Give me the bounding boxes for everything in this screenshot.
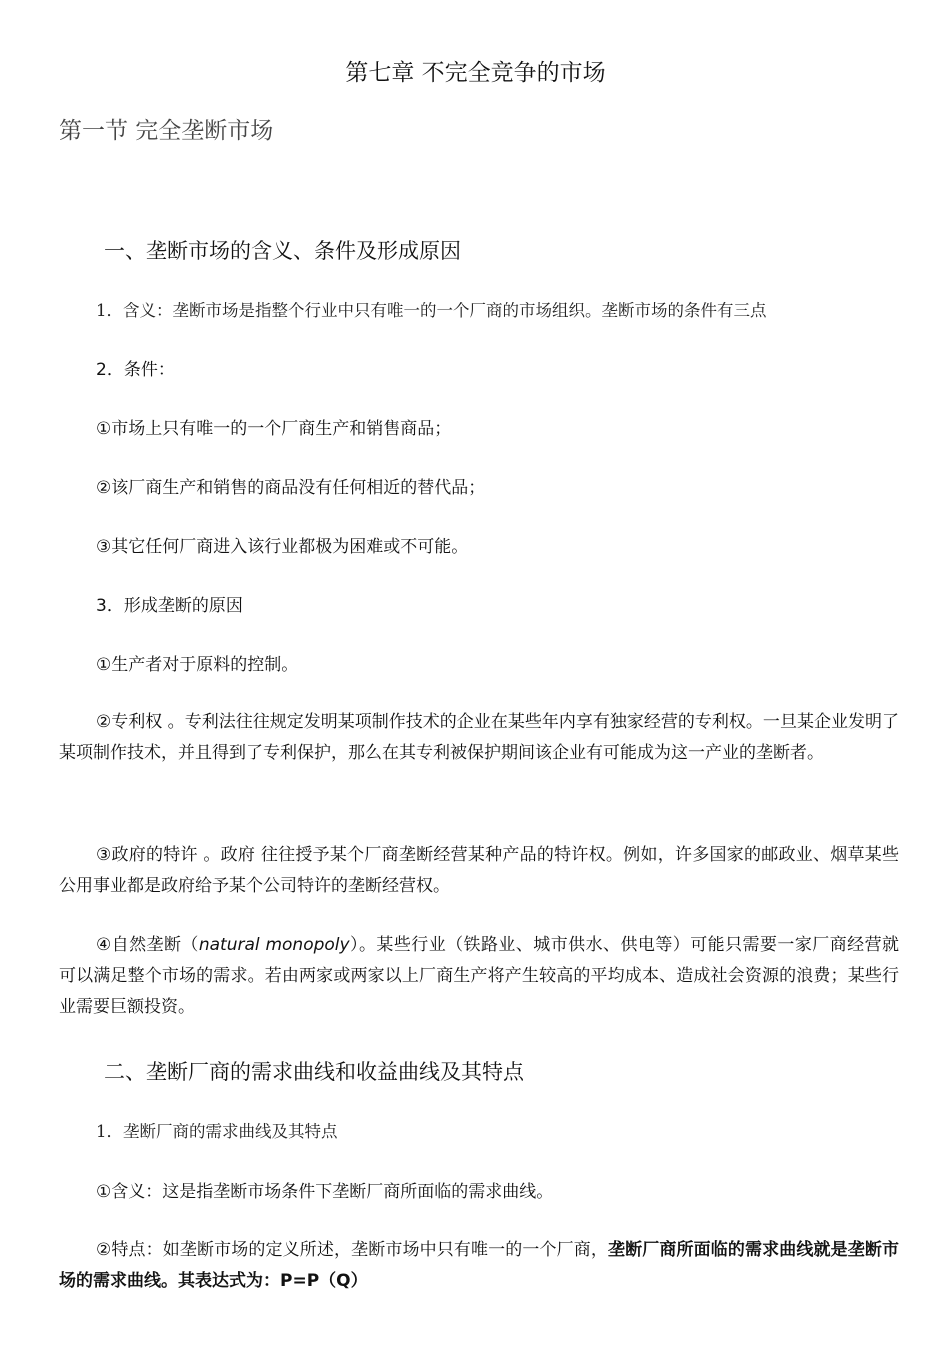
section-title: 第一节 完全垄断市场 (59, 118, 274, 144)
cause-4-prefix: ④自然垄断（ (96, 935, 199, 955)
cause-2-paragraph: ②专利权 。专利法往往规定发明某项制作技术的企业在某些年内享有独家经营的专利权。一旦某企业发明了某项制作技术，并且得到了专利保护，那么在其专利被保护期间该企业有可能成为这一产业的垄断者。 (59, 712, 899, 763)
chapter-title: 第七章 不完全竞争的市场 (345, 60, 606, 86)
cause-3-paragraph: ③政府的特许 。政府 往往授予某个厂商垄断经营某种产品的特许权。例如，许多国家的邮政业、烟草某些公用事业都是政府给予某个公司特许的垄断经营权。 (59, 845, 899, 896)
meaning-line: ①含义：这是指垄断市场条件下垄断厂商所面临的需求曲线。 (96, 1182, 554, 1202)
condition-3: ③其它任何厂商进入该行业都极为困难或不可能。 (96, 537, 469, 557)
definition-line: 1．含义：垄断市场是指整个行业中只有唯一的一个厂商的市场组织。垄断市场的条件有三点 (96, 301, 767, 320)
part1-heading: 一、垄断市场的含义、条件及形成原因 (104, 239, 461, 263)
part2-heading: 二、垄断厂商的需求曲线和收益曲线及其特点 (104, 1060, 524, 1084)
feature-plain: ②特点：如垄断市场的定义所述，垄断市场中只有唯一的一个厂商， (96, 1240, 608, 1260)
condition-1: ①市场上只有唯一的一个厂商生产和销售商品； (96, 419, 452, 439)
condition-2: ②该厂商生产和销售的商品没有任何相近的替代品； (96, 478, 486, 498)
conditions-label: 2．条件： (96, 360, 175, 380)
cause-4-paragraph (59, 930, 899, 1023)
cause-4-term: natural monopoly (198, 935, 350, 955)
feature-paragraph (59, 1235, 899, 1297)
demand-curve-subheading: 1．垄断厂商的需求曲线及其特点 (96, 1122, 338, 1141)
feature-bold: 垄断厂商所面临的需求曲线就是垄断市场的需求曲线。其表达式为：P=P（Q） (59, 1240, 899, 1291)
cause-4-rest: ）。某些行业（铁路业、城市供水、供电等）可能只需要一家厂商经营就可以满足整个市场的需求。若由两家或两家以上厂商生产将产生较高的平均成本、造成社会资源的浪费；某些行业需要巨额投资。 (59, 935, 899, 1017)
cause-1: ①生产者对于原料的控制。 (96, 655, 299, 675)
causes-label: 3．形成垄断的原因 (96, 596, 243, 616)
